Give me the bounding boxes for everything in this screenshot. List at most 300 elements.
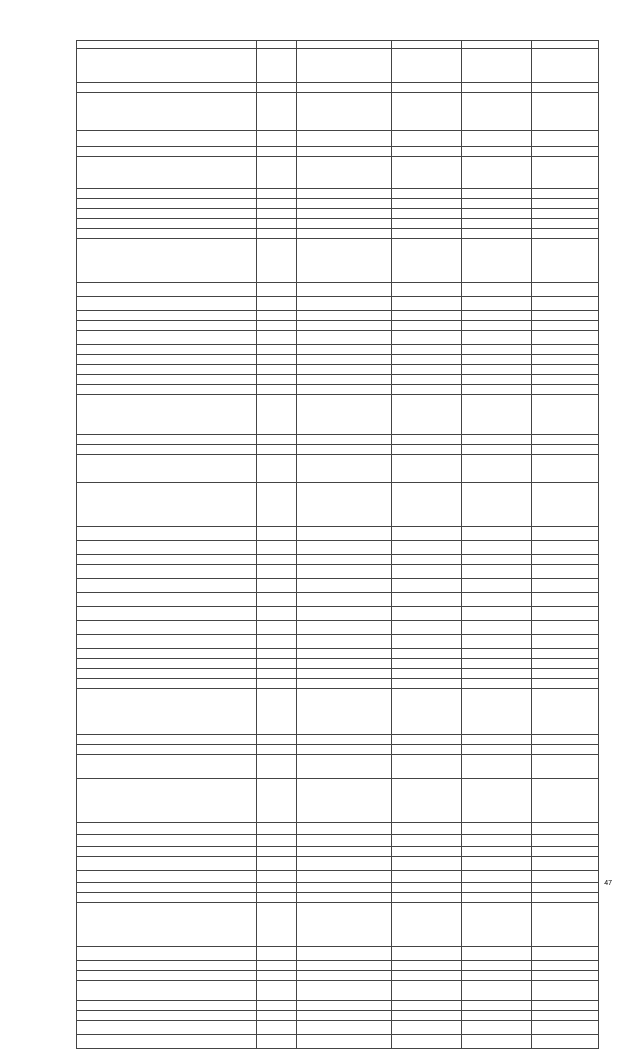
cell-amount-remainder xyxy=(532,199,599,209)
cell-description xyxy=(77,83,257,93)
cell-amount-remainder xyxy=(532,435,599,445)
cell-admin-code xyxy=(257,621,297,635)
cell-admin-code xyxy=(257,297,297,311)
cell-amount-plan xyxy=(392,579,462,593)
cell-classification-code xyxy=(297,565,392,579)
cell-classification-code xyxy=(297,395,392,435)
cell-amount-plan xyxy=(392,41,462,49)
cell-admin-code xyxy=(257,883,297,893)
cell-admin-code xyxy=(257,131,297,147)
cell-amount-remainder xyxy=(532,93,599,131)
cell-amount-actual xyxy=(462,1021,532,1035)
cell-description xyxy=(77,321,257,331)
cell-description xyxy=(77,435,257,445)
cell-amount-actual xyxy=(462,541,532,555)
cell-amount-remainder xyxy=(532,649,599,659)
cell-classification-code xyxy=(297,947,392,961)
table-row xyxy=(77,903,599,947)
cell-amount-actual xyxy=(462,147,532,157)
cell-amount-remainder xyxy=(532,961,599,971)
cell-description xyxy=(77,541,257,555)
cell-amount-remainder xyxy=(532,669,599,679)
cell-admin-code xyxy=(257,455,297,483)
table-row xyxy=(77,365,599,375)
table-row xyxy=(77,847,599,857)
cell-amount-remainder xyxy=(532,321,599,331)
cell-amount-remainder xyxy=(532,947,599,961)
cell-classification-code xyxy=(297,649,392,659)
page-number: 47 xyxy=(604,880,612,887)
cell-amount-actual xyxy=(462,49,532,83)
cell-classification-code xyxy=(297,823,392,835)
table-row xyxy=(77,735,599,745)
table-row xyxy=(77,375,599,385)
cell-amount-actual xyxy=(462,395,532,435)
cell-description xyxy=(77,903,257,947)
table-row xyxy=(77,755,599,779)
cell-amount-plan xyxy=(392,903,462,947)
cell-classification-code xyxy=(297,219,392,229)
cell-description xyxy=(77,835,257,847)
cell-classification-code xyxy=(297,689,392,735)
cell-description xyxy=(77,981,257,1001)
cell-classification-code xyxy=(297,483,392,527)
cell-amount-remainder xyxy=(532,883,599,893)
cell-amount-plan xyxy=(392,49,462,83)
cell-classification-code xyxy=(297,847,392,857)
cell-amount-remainder xyxy=(532,593,599,607)
table-row xyxy=(77,147,599,157)
cell-classification-code xyxy=(297,209,392,219)
cell-description xyxy=(77,49,257,83)
cell-amount-actual xyxy=(462,157,532,189)
cell-description xyxy=(77,635,257,649)
cell-classification-code xyxy=(297,283,392,297)
cell-admin-code xyxy=(257,961,297,971)
cell-description xyxy=(77,689,257,735)
cell-admin-code xyxy=(257,527,297,541)
cell-admin-code xyxy=(257,755,297,779)
table-row xyxy=(77,635,599,649)
cell-amount-plan xyxy=(392,981,462,1001)
table-row xyxy=(77,93,599,131)
table-row xyxy=(77,659,599,669)
cell-admin-code xyxy=(257,331,297,345)
cell-admin-code xyxy=(257,847,297,857)
cell-description xyxy=(77,1011,257,1021)
cell-description xyxy=(77,679,257,689)
cell-admin-code xyxy=(257,229,297,239)
cell-amount-remainder xyxy=(532,579,599,593)
cell-admin-code xyxy=(257,541,297,555)
cell-description xyxy=(77,1035,257,1049)
cell-amount-plan xyxy=(392,871,462,883)
cell-admin-code xyxy=(257,435,297,445)
cell-amount-plan xyxy=(392,961,462,971)
cell-amount-actual xyxy=(462,755,532,779)
table-row xyxy=(77,445,599,455)
cell-classification-code xyxy=(297,229,392,239)
cell-admin-code xyxy=(257,385,297,395)
cell-classification-code xyxy=(297,435,392,445)
cell-classification-code xyxy=(297,455,392,483)
cell-classification-code xyxy=(297,527,392,541)
cell-admin-code xyxy=(257,971,297,981)
cell-amount-plan xyxy=(392,649,462,659)
cell-amount-plan xyxy=(392,239,462,283)
cell-amount-remainder xyxy=(532,755,599,779)
cell-amount-remainder xyxy=(532,903,599,947)
cell-amount-plan xyxy=(392,199,462,209)
table-row xyxy=(77,689,599,735)
cell-amount-actual xyxy=(462,607,532,621)
cell-amount-plan xyxy=(392,679,462,689)
cell-amount-remainder xyxy=(532,823,599,835)
cell-amount-plan xyxy=(392,283,462,297)
cell-classification-code xyxy=(297,1001,392,1011)
cell-amount-actual xyxy=(462,311,532,321)
cell-description xyxy=(77,455,257,483)
table-row xyxy=(77,981,599,1001)
table-row xyxy=(77,893,599,903)
cell-description xyxy=(77,375,257,385)
cell-classification-code xyxy=(297,297,392,311)
cell-admin-code xyxy=(257,445,297,455)
cell-amount-plan xyxy=(392,883,462,893)
cell-amount-actual xyxy=(462,345,532,355)
cell-amount-actual xyxy=(462,635,532,649)
cell-amount-remainder xyxy=(532,311,599,321)
cell-amount-actual xyxy=(462,565,532,579)
cell-admin-code xyxy=(257,565,297,579)
cell-description xyxy=(77,483,257,527)
table-row xyxy=(77,947,599,961)
cell-admin-code xyxy=(257,283,297,297)
cell-admin-code xyxy=(257,689,297,735)
table-row xyxy=(77,321,599,331)
cell-description xyxy=(77,365,257,375)
cell-amount-actual xyxy=(462,239,532,283)
budget-table xyxy=(76,40,599,1049)
cell-description xyxy=(77,189,257,199)
cell-description xyxy=(77,579,257,593)
cell-admin-code xyxy=(257,745,297,755)
cell-amount-remainder xyxy=(532,147,599,157)
cell-classification-code xyxy=(297,903,392,947)
cell-amount-plan xyxy=(392,779,462,823)
cell-amount-actual xyxy=(462,947,532,961)
cell-admin-code xyxy=(257,375,297,385)
cell-amount-plan xyxy=(392,445,462,455)
table-row xyxy=(77,435,599,445)
cell-amount-remainder xyxy=(532,735,599,745)
cell-amount-actual xyxy=(462,385,532,395)
cell-description xyxy=(77,311,257,321)
cell-classification-code xyxy=(297,1021,392,1035)
cell-classification-code xyxy=(297,635,392,649)
cell-admin-code xyxy=(257,947,297,961)
cell-classification-code xyxy=(297,679,392,689)
table-row xyxy=(77,961,599,971)
cell-amount-remainder xyxy=(532,635,599,649)
cell-admin-code xyxy=(257,669,297,679)
cell-amount-plan xyxy=(392,857,462,871)
cell-amount-plan xyxy=(392,131,462,147)
cell-classification-code xyxy=(297,779,392,823)
table-row xyxy=(77,41,599,49)
cell-classification-code xyxy=(297,1011,392,1021)
cell-amount-remainder xyxy=(532,189,599,199)
cell-amount-plan xyxy=(392,93,462,131)
cell-amount-plan xyxy=(392,669,462,679)
cell-amount-actual xyxy=(462,375,532,385)
cell-description xyxy=(77,823,257,835)
cell-amount-remainder xyxy=(532,679,599,689)
cell-admin-code xyxy=(257,1001,297,1011)
cell-amount-actual xyxy=(462,365,532,375)
cell-amount-plan xyxy=(392,83,462,93)
cell-admin-code xyxy=(257,345,297,355)
cell-amount-remainder xyxy=(532,375,599,385)
table-row xyxy=(77,1021,599,1035)
table-row xyxy=(77,345,599,355)
cell-description xyxy=(77,649,257,659)
cell-amount-plan xyxy=(392,893,462,903)
cell-admin-code xyxy=(257,903,297,947)
cell-amount-remainder xyxy=(532,835,599,847)
cell-admin-code xyxy=(257,607,297,621)
cell-amount-remainder xyxy=(532,689,599,735)
cell-classification-code xyxy=(297,445,392,455)
cell-amount-actual xyxy=(462,555,532,565)
table-row xyxy=(77,209,599,219)
cell-amount-plan xyxy=(392,607,462,621)
cell-description xyxy=(77,147,257,157)
cell-amount-plan xyxy=(392,395,462,435)
cell-amount-remainder xyxy=(532,1035,599,1049)
cell-description xyxy=(77,297,257,311)
table-row xyxy=(77,189,599,199)
cell-description xyxy=(77,395,257,435)
table-row xyxy=(77,565,599,579)
cell-description xyxy=(77,565,257,579)
cell-description xyxy=(77,555,257,565)
cell-amount-actual xyxy=(462,41,532,49)
cell-amount-actual xyxy=(462,745,532,755)
cell-amount-plan xyxy=(392,209,462,219)
cell-classification-code xyxy=(297,893,392,903)
cell-admin-code xyxy=(257,1021,297,1035)
cell-amount-remainder xyxy=(532,455,599,483)
cell-amount-plan xyxy=(392,659,462,669)
table-row xyxy=(77,971,599,981)
cell-amount-remainder xyxy=(532,331,599,345)
table-row xyxy=(77,83,599,93)
table-row xyxy=(77,331,599,345)
cell-description xyxy=(77,93,257,131)
cell-amount-remainder xyxy=(532,565,599,579)
cell-amount-actual xyxy=(462,981,532,1001)
table-row xyxy=(77,621,599,635)
cell-description xyxy=(77,355,257,365)
cell-amount-actual xyxy=(462,527,532,541)
cell-amount-plan xyxy=(392,1001,462,1011)
cell-amount-actual xyxy=(462,283,532,297)
cell-amount-actual xyxy=(462,483,532,527)
table-row xyxy=(77,1035,599,1049)
cell-amount-remainder xyxy=(532,871,599,883)
cell-amount-actual xyxy=(462,189,532,199)
cell-classification-code xyxy=(297,659,392,669)
cell-amount-remainder xyxy=(532,445,599,455)
cell-description xyxy=(77,527,257,541)
cell-admin-code xyxy=(257,83,297,93)
cell-description xyxy=(77,669,257,679)
cell-classification-code xyxy=(297,607,392,621)
table-row xyxy=(77,355,599,365)
cell-classification-code xyxy=(297,755,392,779)
table-row xyxy=(77,283,599,297)
cell-classification-code xyxy=(297,311,392,321)
cell-admin-code xyxy=(257,189,297,199)
cell-amount-plan xyxy=(392,435,462,445)
cell-amount-plan xyxy=(392,483,462,527)
cell-amount-actual xyxy=(462,893,532,903)
cell-amount-remainder xyxy=(532,219,599,229)
cell-amount-actual xyxy=(462,199,532,209)
cell-classification-code xyxy=(297,375,392,385)
cell-admin-code xyxy=(257,355,297,365)
cell-amount-plan xyxy=(392,847,462,857)
cell-admin-code xyxy=(257,199,297,209)
cell-amount-actual xyxy=(462,209,532,219)
cell-description xyxy=(77,1001,257,1011)
table-row xyxy=(77,871,599,883)
cell-amount-actual xyxy=(462,229,532,239)
cell-description xyxy=(77,961,257,971)
cell-amount-remainder xyxy=(532,239,599,283)
cell-amount-remainder xyxy=(532,395,599,435)
cell-amount-plan xyxy=(392,593,462,607)
cell-admin-code xyxy=(257,779,297,823)
table-row xyxy=(77,455,599,483)
cell-amount-remainder xyxy=(532,659,599,669)
cell-amount-actual xyxy=(462,649,532,659)
table-row xyxy=(77,745,599,755)
cell-amount-remainder xyxy=(532,83,599,93)
cell-admin-code xyxy=(257,209,297,219)
table-row xyxy=(77,883,599,893)
table-row xyxy=(77,311,599,321)
table-row xyxy=(77,385,599,395)
cell-admin-code xyxy=(257,1035,297,1049)
cell-classification-code xyxy=(297,871,392,883)
cell-amount-actual xyxy=(462,871,532,883)
cell-amount-plan xyxy=(392,157,462,189)
cell-amount-actual xyxy=(462,621,532,635)
cell-admin-code xyxy=(257,871,297,883)
table-row xyxy=(77,607,599,621)
cell-amount-actual xyxy=(462,593,532,607)
cell-amount-remainder xyxy=(532,621,599,635)
cell-admin-code xyxy=(257,593,297,607)
cell-amount-plan xyxy=(392,311,462,321)
cell-amount-plan xyxy=(392,385,462,395)
cell-amount-plan xyxy=(392,635,462,649)
cell-amount-actual xyxy=(462,823,532,835)
table-row xyxy=(77,131,599,147)
cell-amount-remainder xyxy=(532,541,599,555)
cell-amount-actual xyxy=(462,779,532,823)
cell-amount-actual xyxy=(462,321,532,331)
cell-description xyxy=(77,229,257,239)
cell-description xyxy=(77,593,257,607)
table-row xyxy=(77,157,599,189)
table-row xyxy=(77,1001,599,1011)
cell-amount-plan xyxy=(392,147,462,157)
cell-amount-actual xyxy=(462,579,532,593)
cell-amount-actual xyxy=(462,689,532,735)
cell-admin-code xyxy=(257,93,297,131)
cell-amount-plan xyxy=(392,555,462,565)
table-row xyxy=(77,49,599,83)
cell-admin-code xyxy=(257,893,297,903)
cell-amount-remainder xyxy=(532,745,599,755)
cell-admin-code xyxy=(257,157,297,189)
cell-classification-code xyxy=(297,857,392,871)
cell-admin-code xyxy=(257,1011,297,1021)
cell-description xyxy=(77,331,257,345)
cell-admin-code xyxy=(257,483,297,527)
table-row xyxy=(77,1011,599,1021)
cell-amount-plan xyxy=(392,345,462,355)
cell-admin-code xyxy=(257,857,297,871)
cell-classification-code xyxy=(297,971,392,981)
cell-amount-actual xyxy=(462,857,532,871)
table-row xyxy=(77,593,599,607)
cell-classification-code xyxy=(297,199,392,209)
cell-admin-code xyxy=(257,239,297,283)
table-row xyxy=(77,669,599,679)
cell-classification-code xyxy=(297,981,392,1001)
cell-amount-remainder xyxy=(532,297,599,311)
cell-classification-code xyxy=(297,93,392,131)
cell-admin-code xyxy=(257,41,297,49)
table-row xyxy=(77,823,599,835)
cell-amount-remainder xyxy=(532,1001,599,1011)
cell-amount-remainder xyxy=(532,209,599,219)
cell-amount-plan xyxy=(392,689,462,735)
cell-amount-plan xyxy=(392,755,462,779)
cell-classification-code xyxy=(297,621,392,635)
cell-amount-remainder xyxy=(532,857,599,871)
cell-description xyxy=(77,779,257,823)
cell-amount-plan xyxy=(392,229,462,239)
cell-amount-remainder xyxy=(532,49,599,83)
cell-amount-plan xyxy=(392,541,462,555)
table-row xyxy=(77,541,599,555)
cell-amount-remainder xyxy=(532,41,599,49)
cell-classification-code xyxy=(297,579,392,593)
cell-amount-plan xyxy=(392,375,462,385)
cell-amount-remainder xyxy=(532,893,599,903)
cell-description xyxy=(77,947,257,961)
cell-amount-remainder xyxy=(532,1011,599,1021)
cell-amount-plan xyxy=(392,835,462,847)
cell-amount-actual xyxy=(462,679,532,689)
cell-amount-actual xyxy=(462,435,532,445)
cell-admin-code xyxy=(257,555,297,565)
